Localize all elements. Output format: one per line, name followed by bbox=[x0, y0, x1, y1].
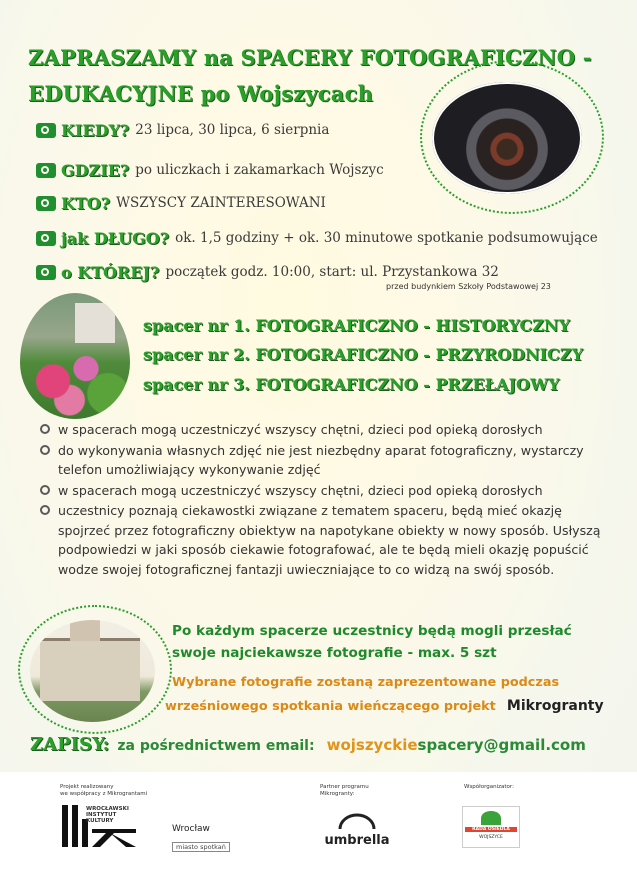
camera-lens-photo bbox=[432, 82, 582, 194]
camera-icon bbox=[36, 196, 56, 211]
info-question: GDZIE? bbox=[61, 160, 130, 180]
list-item-text: w spacerach mogą uczestniczyć wszyscy chętni, dzieci pod opieką dorosłych bbox=[58, 422, 543, 437]
info-answer: ok. 1,5 godziny + ok. 30 minutowe spotkanie podsumowujące bbox=[175, 230, 598, 246]
info-bullet-list bbox=[40, 420, 610, 580]
info-question: KIEDY? bbox=[61, 120, 130, 140]
walk-2: spacer nr 2. FOTOGRAFICZNO - PRZYRODNICZY bbox=[143, 345, 583, 364]
partner-note bbox=[320, 784, 369, 798]
info-question: jak DŁUGO? bbox=[61, 228, 170, 248]
wik-text-3: KULTURY bbox=[86, 818, 114, 824]
realized-line-2: we współpracy z Mikrograntami bbox=[60, 791, 148, 797]
signup-label: ZAPISY: bbox=[30, 734, 110, 755]
list-item-text: do wykonywania własnych zdjęć nie jest niezbędny aparat fotograficzny, wystarczy telefon umożliwiający wykonywanie zdjęć bbox=[58, 442, 584, 477]
list-item bbox=[40, 501, 610, 579]
info-question: KTO? bbox=[61, 193, 111, 213]
camera-icon bbox=[36, 163, 56, 178]
wik-logo-text bbox=[86, 806, 129, 824]
start-location-note: przed budynkiem Szkoły Podstawowej 23 bbox=[386, 282, 551, 291]
coorg-text-1: RADA OSIEDLA bbox=[465, 827, 517, 832]
umbrella-logo bbox=[322, 811, 392, 849]
signup-text: za pośrednictwem email: bbox=[117, 738, 315, 754]
info-row-when bbox=[36, 119, 329, 141]
wroclaw-sub: miasto spotkań bbox=[172, 842, 230, 852]
garden-photo bbox=[20, 293, 130, 419]
list-item bbox=[40, 420, 610, 440]
signup-email[interactable] bbox=[327, 735, 586, 754]
after-walk-line-2: swoje najciekawsze fotografie - max. 5 szt bbox=[172, 645, 497, 661]
wik-text-2: INSTYTUT bbox=[86, 812, 117, 818]
school-building-photo bbox=[30, 620, 155, 722]
wroclaw-text: Wrocław bbox=[172, 824, 210, 834]
wroclaw-logo bbox=[172, 824, 258, 851]
signup-row bbox=[30, 734, 586, 755]
info-answer: WSZYSCY ZAINTERESOWANI bbox=[116, 195, 326, 211]
bullet-icon bbox=[40, 485, 50, 495]
presentation-line-2-row bbox=[165, 695, 604, 714]
list-item bbox=[40, 481, 610, 501]
project-name: Mikrogranty bbox=[506, 698, 604, 714]
info-answer: 23 lipca, 30 lipca, 6 sierpnia bbox=[135, 122, 330, 138]
coorg-text-2: WOJSZYCE bbox=[479, 835, 503, 840]
info-row-time bbox=[36, 261, 499, 283]
wik-logo bbox=[62, 805, 136, 847]
info-row-who bbox=[36, 192, 326, 214]
logo-hill-icon bbox=[481, 811, 501, 825]
umbrella-text: umbrella bbox=[324, 833, 390, 848]
bullet-icon bbox=[40, 505, 50, 515]
bullet-icon bbox=[40, 445, 50, 455]
camera-icon bbox=[36, 123, 56, 138]
title-line-1: ZAPRASZAMY na SPACERY FOTOGRAFICZNO - bbox=[28, 45, 592, 70]
list-item-text: w spacerach mogą uczestniczyć wszyscy chętni, dzieci pod opieką dorosłych bbox=[58, 482, 543, 498]
wik-text-1: WROCŁAWSKI bbox=[86, 806, 129, 812]
title-line-2: EDUKACYJNE po Wojszycach bbox=[28, 81, 374, 106]
after-walk-line-1: Po każdym spacerze uczestnicy będą mogli przesłać bbox=[172, 623, 572, 639]
info-answer: początek godz. 10:00, start: ul. Przystankowa 32 bbox=[165, 264, 499, 280]
camera-icon bbox=[36, 265, 56, 280]
presentation-line-1: Wybrane fotografie zostaną zaprezentowane podczas bbox=[172, 675, 560, 690]
realized-note bbox=[60, 784, 147, 798]
email-part-2: spacery@gmail.com bbox=[417, 736, 586, 754]
school-building bbox=[40, 638, 140, 701]
walk-1: spacer nr 1. FOTOGRAFICZNO - HISTORYCZNY bbox=[143, 316, 570, 335]
list-item-text: uczestnicy poznają ciekawostki związane z tematem spaceru, będą mieć okazję spojrzeć przez fotograficzny obiektyw na napotykane obiekty w nowy sposób. Usłyszą podpowiedzi w jaki sposób ciekawie fotografować, ale te będą mieli okazję popuścić wodze swojej fotograficznej fantazji uwieczniające to co widzą na swój sposób. bbox=[58, 503, 601, 577]
bullet-icon bbox=[40, 424, 50, 434]
umbrella-icon bbox=[322, 811, 392, 831]
info-row-duration bbox=[36, 227, 598, 249]
info-answer: po uliczkach i zakamarkach Wojszyc bbox=[135, 162, 384, 178]
partner-line-1: Partner programu bbox=[320, 784, 369, 790]
house-wall bbox=[75, 303, 115, 343]
realized-line-1: Projekt realizowany bbox=[60, 784, 114, 790]
info-question: o KTÓREJ? bbox=[61, 262, 160, 282]
list-item bbox=[40, 441, 610, 480]
presentation-line-2: wrześniowego spotkania wieńczącego projekt bbox=[165, 699, 496, 714]
camera-icon bbox=[36, 231, 56, 246]
rada-osiedla-logo bbox=[462, 806, 520, 848]
email-part-1: wojszyckie bbox=[326, 736, 418, 754]
info-row-where bbox=[36, 159, 384, 181]
walk-3: spacer nr 3. FOTOGRAFICZNO - PRZEŁAJOWY bbox=[143, 375, 560, 394]
partner-line-2: Mikrogranty: bbox=[320, 791, 355, 797]
coorganizer-label: Współorganizator: bbox=[464, 784, 514, 790]
